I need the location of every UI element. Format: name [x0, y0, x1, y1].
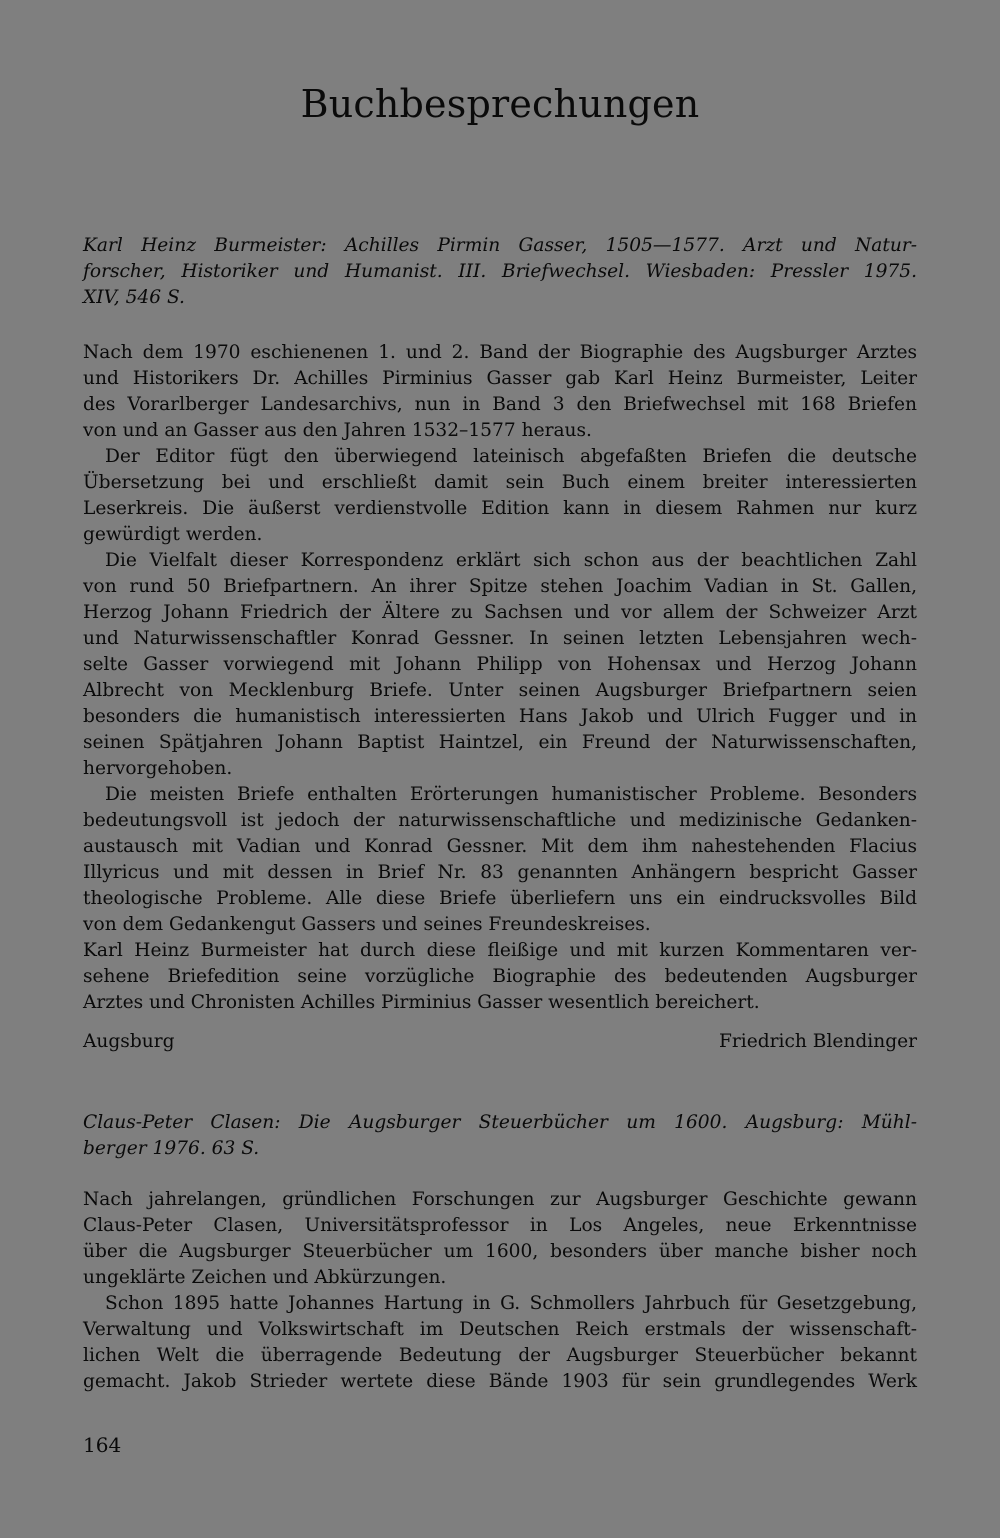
paragraph [83, 548, 917, 782]
paragraph [83, 782, 917, 938]
citation-line: XIV, 546 S. [83, 287, 185, 308]
text-line: Die Vielfalt dieser Korrespondenz erklärt sich schon aus der beachtlichen Zahl [105, 550, 917, 571]
text-line: von und an Gasser aus den Jahren 1532–1577 heraus. [83, 420, 592, 441]
review1-signature [83, 1029, 917, 1055]
review2-citation [83, 1110, 917, 1162]
text-line: Karl Heinz Burmeister hat durch diese fleißige und mit kurzen Kommentaren ver- [83, 940, 917, 961]
text-line: austausch mit Vadian und Konrad Gessner. Mit dem ihm nahestehenden Flacius [83, 836, 917, 857]
text-line: seinen Spätjahren Johann Baptist Haintzel, ein Freund der Naturwissenschaften, [83, 732, 917, 753]
text-line: Leserkreis. Die äußerst verdienstvolle Edition kann in diesem Rahmen nur kurz [83, 498, 917, 519]
page-number: 164 [83, 1433, 122, 1457]
text-line: Nach jahrelangen, gründlichen Forschungen zur Augsburger Geschichte gewann [83, 1189, 917, 1210]
text-line: Illyricus und mit dessen in Brief Nr. 83 genannten Anhängern bespricht Gasser [83, 862, 917, 883]
text-line: Arztes und Chronisten Achilles Pirminius Gasser wesentlich bereichert. [83, 992, 760, 1013]
text-line: selte Gasser vorwiegend mit Johann Philipp von Hohensax und Herzog Johann [83, 654, 917, 675]
page-title: Buchbesprechungen [300, 82, 700, 126]
citation-line: Claus-Peter Clasen: Die Augsburger Steuerbücher um 1600. Augsburg: Mühl- [83, 1112, 917, 1133]
text-line: von dem Gedankengut Gassers und seines Freundeskreises. [83, 914, 651, 935]
text-line: Albrecht von Mecklenburg Briefe. Unter seinen Augsburger Briefpartnern seien [83, 680, 917, 701]
text-line: bedeutungsvoll ist jedoch der naturwissenschaftliche und medizinische Gedanken- [83, 810, 917, 831]
paragraph [83, 444, 917, 548]
citation-line: berger 1976. 63 S. [83, 1138, 260, 1159]
text-line: und Naturwissenschaftler Konrad Gessner. In seinen letzten Lebensjahren wech- [83, 628, 917, 649]
text-line: lichen Welt die überragende Bedeutung der Augsburger Steuerbücher bekannt [83, 1345, 917, 1366]
text-line: Die meisten Briefe enthalten Erörterungen humanistischer Probleme. Besonders [105, 784, 917, 805]
text-line: ungeklärte Zeichen und Abkürzungen. [83, 1267, 447, 1288]
paragraph [83, 1291, 917, 1395]
text-line: hervorgehoben. [83, 758, 233, 779]
text-line: und Historikers Dr. Achilles Pirminius Gasser gab Karl Heinz Burmeister, Leiter [83, 368, 917, 389]
review-place: Augsburg [83, 1031, 175, 1052]
text-line: Der Editor fügt den überwiegend lateinisch abgefaßten Briefen die deutsche [105, 446, 917, 467]
text-line: Verwaltung und Volkswirtschaft im Deutschen Reich erstmals der wissenschaft- [83, 1319, 917, 1340]
citation-line: forscher, Historiker und Humanist. III. Briefwechsel. Wiesbaden: Pressler 1975. [83, 261, 917, 282]
text-line: Nach dem 1970 eschienenen 1. und 2. Band der Biographie des Augsburger Arztes [83, 342, 917, 363]
text-line: theologische Probleme. Alle diese Briefe überliefern uns ein eindrucksvolles Bild [83, 888, 917, 909]
text-line: Herzog Johann Friedrich der Ältere zu Sachsen und vor allem der Schweizer Arzt [83, 602, 917, 623]
text-line: des Vorarlberger Landesarchivs, nun in Band 3 den Briefwechsel mit 168 Briefen [83, 394, 917, 415]
text-line: gewürdigt werden. [83, 524, 263, 545]
paragraph [83, 340, 917, 444]
text-line: sehene Briefedition seine vorzügliche Biographie des bedeutenden Augsburger [83, 966, 917, 987]
text-line: besonders die humanistisch interessierten Hans Jakob und Ulrich Fugger und in [83, 706, 917, 727]
text-line: Schon 1895 hatte Johannes Hartung in G. Schmollers Jahrbuch für Gesetzgebung, [105, 1293, 917, 1314]
paragraph [83, 1187, 917, 1291]
text-line: Übersetzung bei und erschließt damit sein Buch einem breiter interessierten [83, 472, 917, 493]
reviewer-name: Friedrich Blendinger [719, 1031, 917, 1052]
text-line: Claus-Peter Clasen, Universitätsprofessor in Los Angeles, neue Erkenntnisse [83, 1215, 917, 1236]
review1-citation [83, 233, 917, 311]
text-line: gemacht. Jakob Strieder wertete diese Bände 1903 für sein grundlegendes Werk [83, 1371, 917, 1392]
review2-body [83, 1187, 917, 1395]
citation-line: Karl Heinz Burmeister: Achilles Pirmin Gasser, 1505—1577. Arzt und Natur- [83, 235, 917, 256]
text-line: von rund 50 Briefpartnern. An ihrer Spitze stehen Joachim Vadian in St. Gallen, [83, 576, 917, 597]
paragraph [83, 938, 917, 1016]
review1-body [83, 340, 917, 1016]
text-line: über die Augsburger Steuerbücher um 1600, besonders über manche bisher noch [83, 1241, 917, 1262]
